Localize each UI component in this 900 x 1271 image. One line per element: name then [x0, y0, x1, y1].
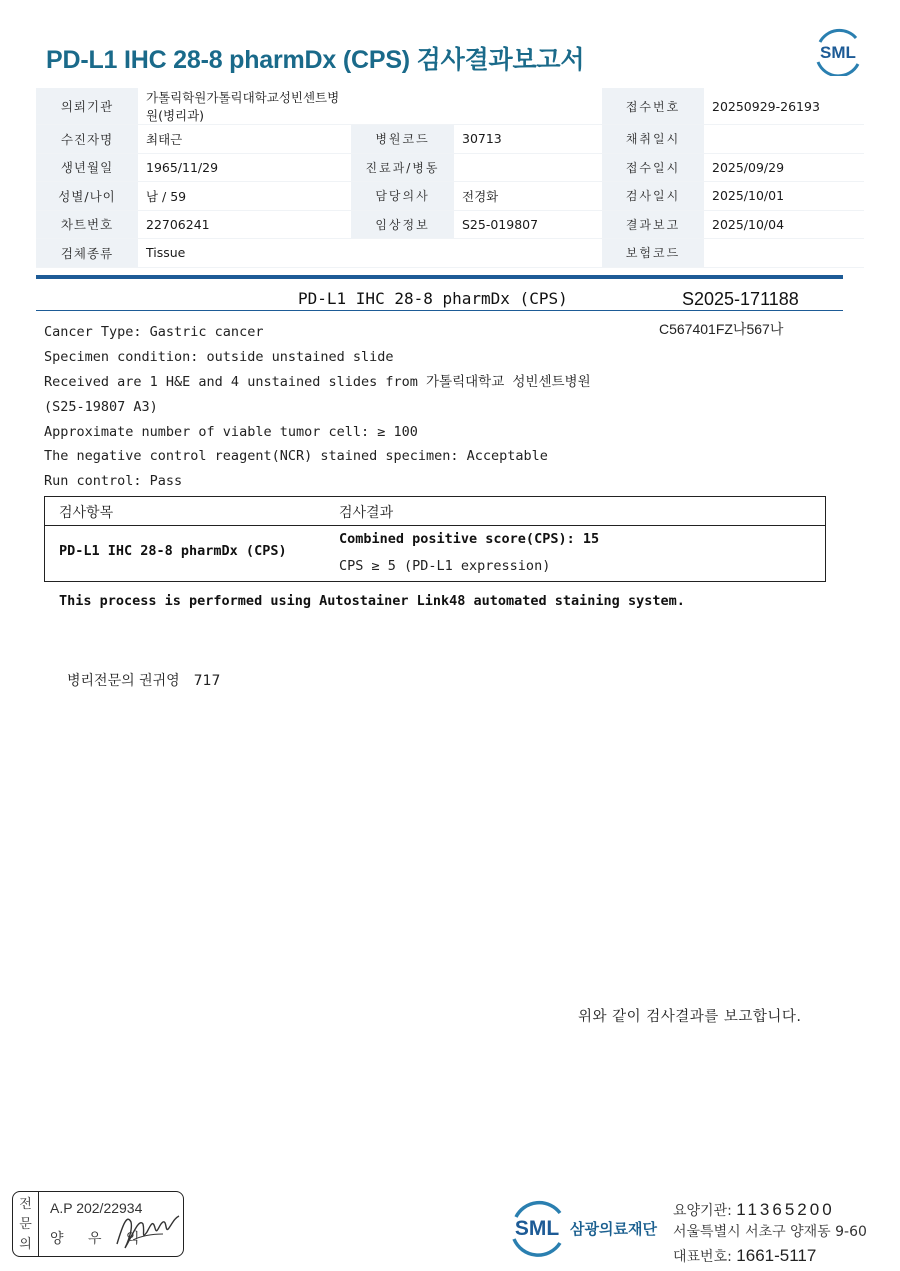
info-value: 남 / 59 — [138, 182, 351, 211]
info-label — [351, 88, 454, 125]
info-value: 2025/10/01 — [704, 182, 864, 211]
result-item: PD-L1 IHC 28-8 pharmDx (CPS) — [59, 543, 287, 559]
info-value: 30713 — [454, 125, 602, 154]
info-value: Tissue — [138, 239, 351, 268]
specialist-stamp — [12, 1191, 184, 1257]
footer-code-row: 요양기관: 11365200 — [673, 1200, 835, 1219]
info-label — [351, 239, 454, 268]
stamp-name: 양 우 익 — [50, 1231, 150, 1247]
pathologist-label: 병리전문의 권귀영 — [67, 673, 180, 689]
info-label: 의뢰기관 — [36, 88, 138, 125]
info-row — [36, 239, 864, 268]
report-test-name: PD-L1 IHC 28-8 pharmDx (CPS) — [298, 289, 568, 308]
pathologist — [67, 670, 220, 690]
info-value: 22706241 — [138, 210, 351, 239]
info-row — [36, 88, 864, 125]
info-label: 임상정보 — [351, 210, 454, 239]
footer-code-value: 11365200 — [736, 1200, 835, 1219]
footer-address: 서울특별시 서초구 양재동 9-60 — [673, 1224, 867, 1240]
result-score: Combined positive score(CPS): 15 — [339, 531, 600, 547]
info-label: 접수일시 — [602, 153, 704, 182]
info-label: 결과보고 — [602, 210, 704, 239]
info-label: 수진자명 — [36, 125, 138, 154]
closing-statement: 위와 같이 검사결과를 보고합니다. — [578, 1009, 802, 1025]
info-value — [454, 239, 602, 268]
result-table — [44, 496, 826, 582]
report-line: (S25-19807 A3) — [44, 398, 158, 415]
report-line: Run control: Pass — [44, 473, 183, 490]
sml-logo-icon — [812, 28, 864, 76]
info-label: 진료과/병동 — [351, 153, 454, 182]
info-label: 접수번호 — [602, 88, 704, 125]
info-row — [36, 153, 864, 182]
info-label: 검사일시 — [602, 182, 704, 211]
info-value — [454, 153, 602, 182]
result-note: CPS ≥ 5 (PD-L1 expression) — [339, 558, 551, 574]
footer-info — [673, 1198, 867, 1267]
result-table-header — [45, 497, 825, 526]
info-label: 차트번호 — [36, 210, 138, 239]
report-body — [44, 320, 591, 494]
specimen-code: C567401FZ나567나 — [659, 321, 784, 337]
info-value: 전경화 — [454, 182, 602, 211]
info-value: 2025/09/29 — [704, 153, 864, 182]
info-row — [36, 182, 864, 211]
info-value: 20250929-26193 — [704, 88, 864, 125]
info-value — [704, 125, 864, 154]
info-label: 검체종류 — [36, 239, 138, 268]
result-header-item: 검사항목 — [59, 505, 114, 521]
info-row — [36, 125, 864, 154]
report-number: S2025-171188 — [682, 289, 799, 309]
info-label: 담당의사 — [351, 182, 454, 211]
info-value: 가톨릭학원가톨릭대학교성빈센트병원(병리과) — [138, 88, 351, 125]
report-line: Specimen condition: outside unstained slide — [44, 348, 394, 365]
stamp-side-label: 전 문 의 — [13, 1192, 39, 1256]
info-value: 2025/10/04 — [704, 210, 864, 239]
report-line: Approximate number of viable tumor cell: ≥ 100 — [44, 423, 418, 440]
footer-phone-row: 대표번호: 1661-5117 — [673, 1246, 817, 1265]
stamp-ap-number: A.P 202/22934 — [50, 1200, 143, 1216]
svg-text:SML: SML — [514, 1217, 560, 1240]
section-divider — [36, 275, 843, 279]
report-title: PD-L1 IHC 28-8 pharmDx (CPS) 검사결과보고서 — [46, 46, 585, 74]
info-value: 최태근 — [138, 125, 351, 154]
info-label: 채취일시 — [602, 125, 704, 154]
footer-org-name: 삼광의료재단 — [570, 1220, 657, 1238]
signature-icon — [113, 1204, 183, 1254]
info-row — [36, 210, 864, 239]
info-value — [454, 88, 602, 125]
report-line: Received are 1 H&E and 4 unstained slides from 가톨릭대학교 성빈센트병원 — [44, 373, 591, 390]
sml-footer-logo-icon — [508, 1199, 566, 1257]
result-header-result: 검사결과 — [339, 505, 394, 521]
process-note: This process is performed using Autostainer Link48 automated staining system. — [59, 593, 685, 609]
patient-info-table — [36, 88, 864, 268]
info-value: 1965/11/29 — [138, 153, 351, 182]
info-value: S25-019807 — [454, 210, 602, 239]
report-line: Cancer Type: Gastric cancer — [44, 324, 264, 340]
info-label: 생년월일 — [36, 153, 138, 182]
info-label: 병원코드 — [351, 125, 454, 154]
report-header — [36, 291, 843, 311]
pathologist-number: 717 — [193, 673, 221, 689]
svg-text:SML: SML — [820, 43, 856, 62]
info-label: 성별/나이 — [36, 182, 138, 211]
footer-phone-value: 1661-5117 — [736, 1246, 817, 1265]
report-line: The negative control reagent(NCR) stained specimen: Acceptable — [44, 448, 548, 465]
info-label: 보험코드 — [602, 239, 704, 268]
info-value — [704, 239, 864, 268]
